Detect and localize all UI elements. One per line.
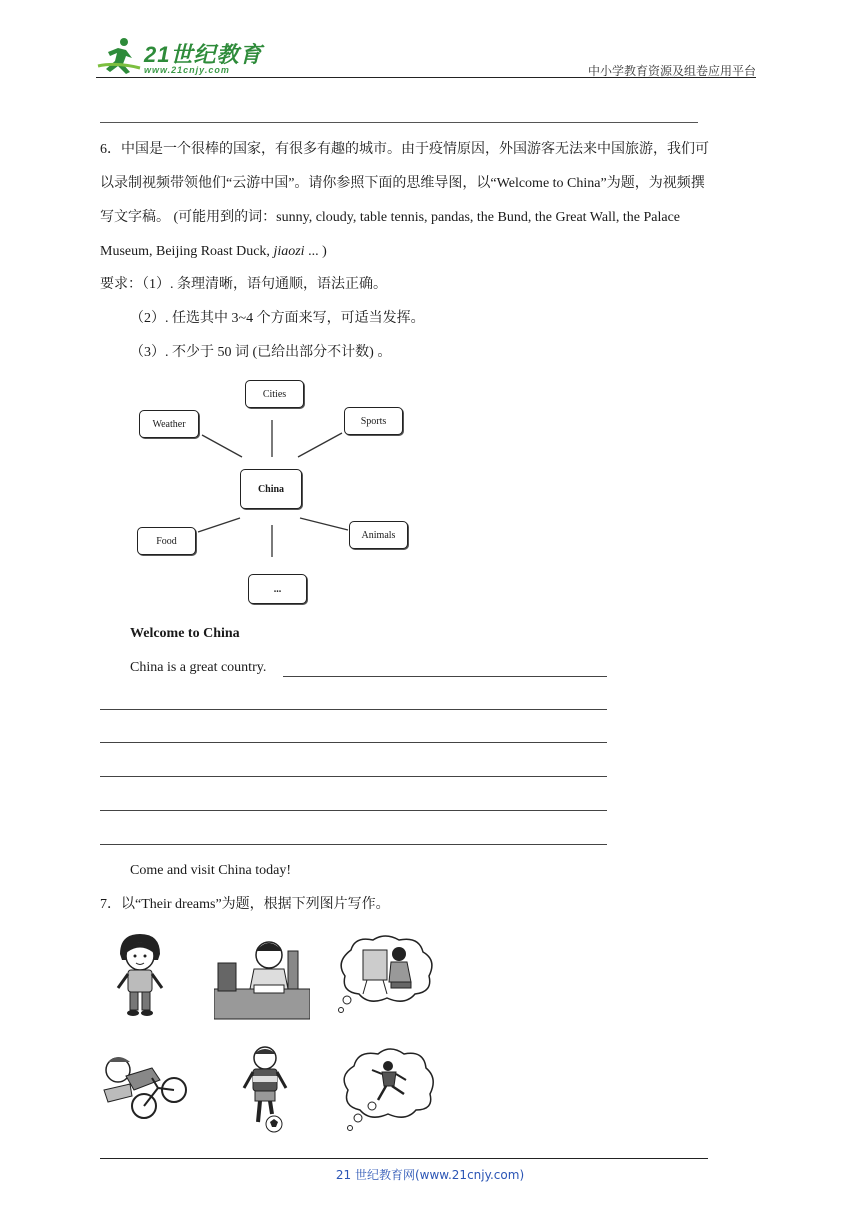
q6-line-4-italic: jiaozi	[273, 244, 305, 259]
essay-end: Come and visit China today!	[130, 863, 291, 878]
q6-line-4-part-b: ... )	[304, 244, 327, 259]
answer-line-2	[100, 709, 607, 710]
q6-line-2: 以录制视频带领他们“云游中国”。请你参照下面的思维导图，以“Welcome to China”为题，为视频撰	[100, 176, 705, 191]
logo-text: 21世纪教育	[144, 42, 263, 67]
girl-illustration	[110, 932, 170, 1018]
q6-line-3: 写文字稿。 (可能用到的词：sunny, cloudy, table tennis, pandas, the Bund, the Great Wall, the Palace	[100, 210, 681, 225]
mindmap-node-food: Food	[137, 527, 196, 555]
mindmap-node-cities: Cities	[245, 380, 304, 408]
footballer-dream-illustration	[338, 1044, 438, 1134]
header-divider	[96, 77, 756, 78]
student-desk-illustration	[214, 933, 310, 1025]
q6-line-4-part-a: Museum, Beijing Roast Duck,	[100, 244, 274, 259]
q6-requirement-1: 要求：（1）. 条理清晰，语句通顺，语法正确。	[100, 277, 387, 292]
essay-title: Welcome to China	[130, 626, 240, 641]
painter-dream-illustration	[333, 932, 437, 1016]
header-slogan: 中小学教育资源及组卷应用平台	[587, 64, 756, 78]
answer-line-4	[100, 776, 607, 777]
answer-line-5	[100, 810, 607, 811]
footer-divider	[100, 1158, 708, 1159]
mindmap-node-more: ...	[248, 574, 307, 604]
site-logo	[96, 36, 266, 78]
answer-line-6	[100, 844, 607, 845]
runner-logo-icon	[96, 36, 142, 76]
mindmap-node-weather: Weather	[139, 410, 199, 438]
answer-line-top	[100, 122, 698, 123]
q6-requirement-2: （2）. 任选其中 3~4 个方面来写，可适当发挥。	[130, 311, 425, 326]
q7-prompt: 7．以“Their dreams”为题，根据下列图片写作。	[100, 897, 390, 912]
mindmap-node-sports: Sports	[344, 407, 403, 435]
q6-requirement-3: （3）. 不少于 50 词 (已给出部分不计数) 。	[130, 345, 392, 360]
mindmap-node-animals: Animals	[349, 521, 408, 549]
logo-url: www.21cnjy.com	[144, 65, 230, 75]
q6-line-4	[100, 235, 327, 269]
footer-link[interactable]: 21 世纪教育网(www.21cnjy.com)	[335, 1168, 525, 1182]
football-boy-illustration	[240, 1044, 290, 1134]
bike-fall-illustration	[100, 1050, 190, 1126]
essay-start: China is a great country.	[130, 660, 267, 675]
q6-line-1: 6．中国是一个很棒的国家，有很多有趣的城市。由于疫情原因，外国游客无法来中国旅游，我们可	[100, 142, 709, 157]
mindmap-node-china: China	[240, 469, 302, 509]
answer-line-1	[283, 676, 607, 677]
answer-line-3	[100, 742, 607, 743]
